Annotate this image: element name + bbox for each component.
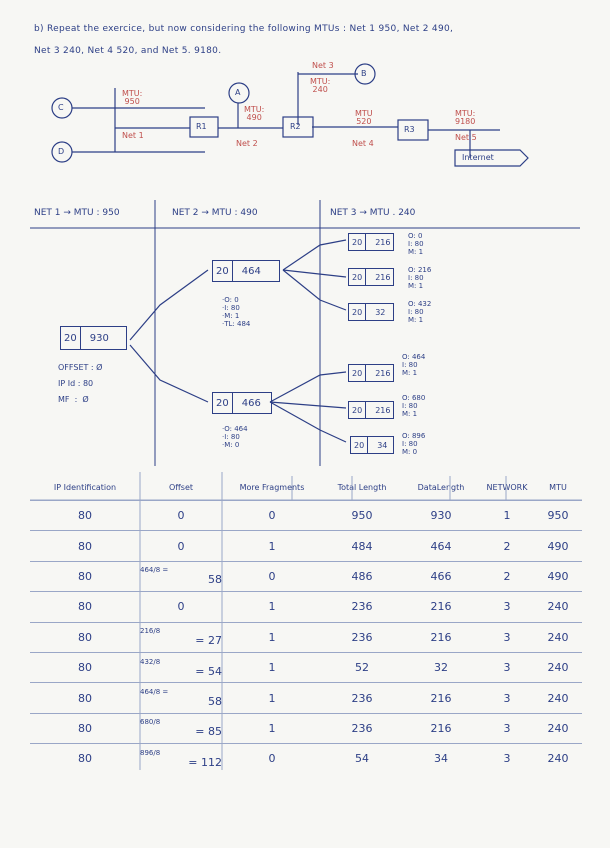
cell-offset: 0 (140, 592, 222, 622)
net3-fragment-5-header: 20 (352, 405, 363, 415)
cell-ip-id: 80 (30, 622, 140, 652)
original-mf: MF : Ø (58, 395, 89, 404)
internet-label: Internet (462, 153, 494, 162)
cell-more-fragments: 1 (222, 622, 322, 652)
net1-name-label: Net 1 (122, 131, 144, 140)
cell-total-length: 484 (322, 531, 402, 561)
cell-mtu: 240 (534, 592, 582, 622)
cell-ip-id: 80 (30, 652, 140, 682)
exercise-heading-line1: b) Repeat the exercice, but now considering the following MTUs : Net 1 950, Net 2 490, (34, 24, 454, 34)
cell-network: 3 (480, 744, 534, 774)
net3-fragment-6-header: 20 (354, 440, 365, 450)
col-header-more-fragments: More Fragments (239, 482, 305, 492)
cell-more-fragments: 0 (222, 501, 322, 531)
cell-more-fragments: 1 (222, 531, 322, 561)
net3-fragment-2-data: 216 (375, 272, 391, 282)
cell-data-length: 216 (402, 622, 480, 652)
cell-ip-id: 80 (30, 501, 140, 531)
net3-fragment-4-data: 216 (375, 368, 391, 378)
cell-mtu: 240 (534, 744, 582, 774)
cell-total-length: 236 (322, 713, 402, 743)
net3-fragment-1-header: 20 (352, 237, 363, 247)
offset-calculation-note: 680/8 (140, 718, 161, 727)
cell-ip-id: 80 (30, 561, 140, 591)
router-r2-label: R2 (290, 122, 301, 131)
net3-fragment-2-notes: O: 216 I: 80 M: 1 (408, 266, 432, 290)
cell-ip-id: 80 (30, 531, 140, 561)
host-c-label: C (58, 103, 64, 112)
offset-calculation-note: 896/8 (140, 748, 161, 757)
net3-fragment-3-notes: O: 432 I: 80 M: 1 (408, 300, 432, 324)
router-r1-label: R1 (196, 122, 207, 131)
net3-fragment-1-data: 216 (375, 237, 391, 247)
col-header-total-length: Total Length (337, 482, 387, 492)
offset-calculation-note: 432/8 (140, 657, 161, 666)
net3-fragment-4-header: 20 (352, 368, 363, 378)
cell-mtu: 240 (534, 622, 582, 652)
net3-mtu-label: MTU: 240 (310, 77, 331, 94)
cell-offset: 0 (140, 531, 222, 561)
cell-network: 3 (480, 592, 534, 622)
offset-calculation-note: 464/8 = (140, 688, 169, 697)
col-header-network: NETWORK (486, 482, 528, 492)
net2-fragment-2-header: 20 (216, 397, 229, 409)
net3-name-label: Net 3 (312, 61, 334, 70)
cell-total-length: 236 (322, 622, 402, 652)
col-header-mtu: MTU (549, 482, 567, 492)
net3-fragment-5-notes: O: 680 I: 80 M: 1 (402, 394, 426, 418)
cell-total-length: 54 (322, 744, 402, 774)
cell-mtu: 950 (534, 501, 582, 531)
net2-fragment-1-data: 464 (241, 265, 261, 277)
net2-name-label: Net 2 (236, 139, 258, 148)
col-header-ip-id: IP Identification (53, 482, 117, 492)
cell-more-fragments: 1 (222, 713, 322, 743)
net5-name-label: Net 5 (455, 133, 477, 142)
cell-ip-id: 80 (30, 744, 140, 774)
cell-data-length: 216 (402, 592, 480, 622)
cell-more-fragments: 0 (222, 561, 322, 591)
net3-fragment-3-data: 32 (375, 307, 386, 317)
host-d-label: D (58, 147, 65, 156)
cell-network: 2 (480, 561, 534, 591)
cell-more-fragments: 0 (222, 744, 322, 774)
net2-mtu-label: MTU: 490 (244, 105, 265, 122)
cell-mtu: 490 (534, 531, 582, 561)
cell-total-length: 236 (322, 683, 402, 713)
cell-total-length: 950 (322, 501, 402, 531)
cell-mtu: 240 (534, 683, 582, 713)
original-offset: OFFSET : Ø (58, 363, 103, 372)
offset-value: = 85 (195, 725, 222, 739)
offset-calculation-note: 216/8 (140, 627, 161, 636)
col-header-offset: Offset (168, 482, 194, 492)
cell-total-length: 486 (322, 561, 402, 591)
offset-value: = 54 (195, 664, 222, 678)
net2-fragment-2-data: 466 (241, 397, 261, 409)
net4-name-label: Net 4 (352, 139, 374, 148)
net4-mtu-label: MTU 520 (355, 109, 373, 126)
host-a-label: A (235, 88, 241, 97)
host-b-label: B (361, 69, 367, 78)
cell-offset: 0 (140, 501, 222, 531)
net2-fragment-1-header: 20 (216, 265, 229, 277)
cell-data-length: 930 (402, 501, 480, 531)
cell-network: 1 (480, 501, 534, 531)
cell-network: 2 (480, 531, 534, 561)
cell-ip-id: 80 (30, 713, 140, 743)
net1-column-header: NET 1 → MTU : 950 (34, 208, 120, 218)
cell-more-fragments: 1 (222, 683, 322, 713)
cell-data-length: 466 (402, 561, 480, 591)
cell-data-length: 464 (402, 531, 480, 561)
offset-value: = 27 (195, 634, 222, 648)
net2-fragment-1-notes: ·O: 0 ·I: 80 ·M: 1 ·TL: 484 (222, 296, 251, 328)
cell-more-fragments: 1 (222, 592, 322, 622)
offset-value: = 112 (188, 755, 222, 769)
cell-data-length: 216 (402, 713, 480, 743)
cell-mtu: 240 (534, 652, 582, 682)
original-header-size: 20 (64, 332, 77, 344)
cell-mtu: 490 (534, 561, 582, 591)
net3-fragment-5-data: 216 (375, 405, 391, 415)
cell-data-length: 216 (402, 683, 480, 713)
original-data-size: 930 (89, 332, 109, 344)
cell-network: 3 (480, 713, 534, 743)
net3-fragment-2-header: 20 (352, 272, 363, 282)
net3-fragment-6-data: 34 (377, 440, 388, 450)
cell-ip-id: 80 (30, 683, 140, 713)
cell-total-length: 52 (322, 652, 402, 682)
offset-value: 58 (208, 695, 222, 709)
cell-more-fragments: 1 (222, 652, 322, 682)
net5-mtu-label: MTU: 9180 (455, 109, 476, 126)
cell-network: 3 (480, 683, 534, 713)
net2-column-header: NET 2 → MTU : 490 (172, 208, 258, 218)
cell-data-length: 32 (402, 652, 480, 682)
cell-data-length: 34 (402, 744, 480, 774)
net3-fragment-1-notes: O: 0 I: 80 M: 1 (408, 232, 424, 256)
cell-mtu: 240 (534, 713, 582, 743)
exercise-heading-line2: Net 3 240, Net 4 520, and Net 5. 9180. (34, 46, 222, 56)
cell-total-length: 236 (322, 592, 402, 622)
cell-network: 3 (480, 652, 534, 682)
net3-fragment-6-notes: O: 896 I: 80 M: 0 (402, 432, 426, 456)
cell-ip-id: 80 (30, 592, 140, 622)
net1-mtu-label: MTU: 950 (122, 89, 143, 106)
net3-fragment-4-notes: O: 464 I: 80 M: 1 (402, 353, 426, 377)
router-r3-label: R3 (404, 125, 415, 134)
net3-column-header: NET 3 → MTU . 240 (330, 208, 416, 218)
net2-fragment-2-notes: ·O: 464 ·I: 80 ·M: 0 (222, 425, 248, 449)
net3-fragment-3-header: 20 (352, 307, 363, 317)
offset-calculation-note: 464/8 = (140, 566, 169, 575)
offset-value: 58 (208, 573, 222, 587)
original-ip-id: IP Id : 80 (58, 379, 94, 388)
cell-network: 3 (480, 622, 534, 652)
col-header-data-length: DataLength (417, 482, 465, 492)
